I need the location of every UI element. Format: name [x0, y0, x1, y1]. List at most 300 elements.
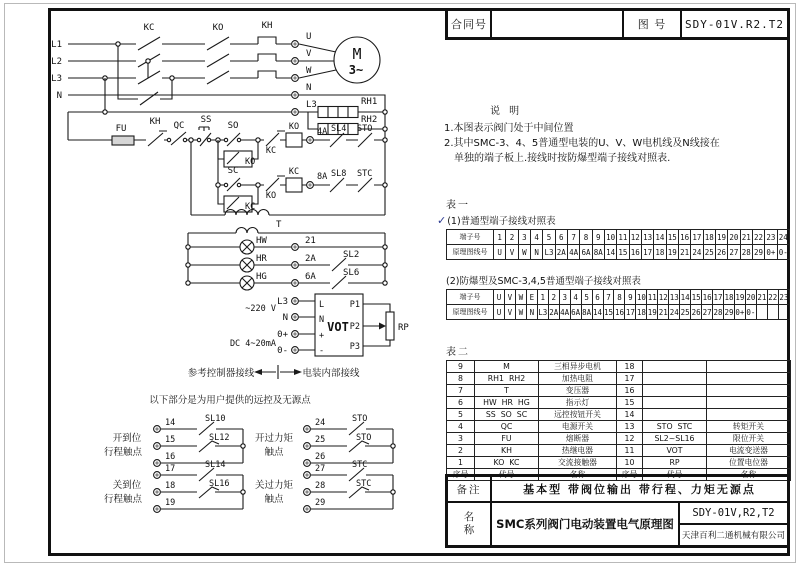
table-cell: 29	[724, 305, 735, 320]
table-cell: VOT	[643, 445, 707, 457]
kc-hold-label: KC	[245, 202, 256, 212]
ss-label: SS	[200, 115, 212, 125]
table-cell: RH1 RH2	[475, 373, 539, 385]
table-row	[447, 445, 791, 457]
normal-terminal-table	[446, 229, 790, 260]
ko-hold-label: KO	[245, 157, 256, 167]
table-row	[447, 457, 791, 469]
table-cell: M	[475, 361, 539, 373]
group2-sw2: STO	[356, 433, 372, 443]
table-cell: 18	[703, 230, 715, 245]
group4-term3: 29	[315, 498, 326, 508]
kh-heater-elements	[258, 37, 276, 78]
table-cell: 1	[447, 457, 475, 469]
terminal-2a: 2A	[305, 254, 316, 264]
transformer-primary	[191, 210, 385, 215]
table-cell: 18	[636, 305, 647, 320]
table-cell: 13	[641, 230, 653, 245]
group4-term2: 28	[315, 481, 326, 491]
table-row	[447, 421, 791, 433]
name-right-cells	[680, 503, 787, 545]
stc-contact	[358, 178, 372, 192]
table-cell: 26	[715, 245, 727, 260]
table-cell	[643, 397, 707, 409]
group4-term1: 27	[315, 464, 326, 474]
table-cell: 6	[592, 290, 603, 305]
table-cell: 15	[603, 305, 614, 320]
table-cell: W	[515, 290, 526, 305]
table-cell: 远控按钮开关	[539, 409, 617, 421]
contract-number-value	[492, 11, 624, 37]
boundary-right-label: 电装内部接线	[302, 368, 360, 379]
table-cell: 21	[740, 230, 752, 245]
transformer-secondary	[188, 228, 385, 234]
table-cell: 2	[506, 230, 518, 245]
motor-leads	[299, 44, 336, 78]
table-cell: 14	[592, 305, 603, 320]
table-cell: 19	[647, 305, 658, 320]
table-cell: U	[494, 245, 506, 260]
rh1-label: RH1	[361, 97, 378, 107]
table-cell: V	[506, 245, 518, 260]
table-cell: 16	[614, 305, 625, 320]
group4-sw1: STC	[352, 460, 368, 470]
group3-term1: 17	[165, 464, 176, 474]
fu-label: FU	[115, 124, 127, 134]
explosion-table-title: (2)防爆型及SMC-3,4,5普通型端子接线对照表	[446, 276, 641, 287]
table-cell: STO STC	[643, 421, 707, 433]
table-cell: 18	[617, 361, 643, 373]
group3-term3: 19	[165, 498, 176, 508]
boundary-arrow-right	[294, 369, 302, 375]
group2-term3: 26	[315, 452, 326, 462]
group3-label2: 行程触点	[103, 494, 143, 505]
table-cell: 18	[724, 290, 735, 305]
qc-label: QC	[173, 121, 185, 131]
group4-label1: 关过力矩	[254, 480, 294, 491]
table-cell: E	[526, 290, 537, 305]
table-cell: 22	[752, 230, 764, 245]
table-cell	[707, 409, 791, 421]
table-cell: 转矩开关	[707, 421, 791, 433]
table-cell: 16	[617, 385, 643, 397]
table-cell: 25	[703, 245, 715, 260]
group1-sw2: SL12	[209, 433, 230, 443]
group2-term2: 25	[315, 435, 326, 445]
table-cell: 序号	[447, 469, 475, 481]
group1-term3: 16	[165, 452, 176, 462]
rp-label: RP	[398, 323, 409, 333]
table-cell: 三相异步电机	[539, 361, 617, 373]
heater-section	[68, 78, 387, 215]
kc-coil	[286, 178, 302, 192]
check-mark: ✓	[437, 214, 447, 227]
table-cell: 27	[702, 305, 713, 320]
table-cell: 17	[625, 305, 636, 320]
table-cell: V	[504, 290, 515, 305]
table-cell: 名称	[539, 469, 617, 481]
company-name: 天津百利二通机械有限公司	[681, 531, 786, 541]
table-cell: 熔断器	[539, 433, 617, 445]
kc-interlock-label: KC	[265, 146, 277, 156]
table-cell: 8	[614, 290, 625, 305]
table-cell	[707, 361, 791, 373]
table-cell: 19	[715, 230, 727, 245]
table-cell: 原理图线号	[447, 305, 494, 320]
table-cell: 26	[691, 305, 702, 320]
remark-row	[448, 477, 787, 503]
table-cell: 27	[728, 245, 740, 260]
table-cell: SL2~SL16	[643, 433, 707, 445]
table-cell: 13	[617, 421, 643, 433]
table-cell	[643, 385, 707, 397]
group1-term2: 15	[165, 435, 176, 445]
table-cell: 4	[530, 230, 542, 245]
group1-sw1: SL10	[205, 414, 226, 424]
group2-term1: 24	[315, 418, 326, 428]
drawing-number-label: 图 号	[624, 11, 682, 37]
phase-label-l2: L2	[51, 57, 62, 67]
table-cell: 11	[617, 445, 643, 457]
table-cell: 12	[629, 230, 641, 245]
kc-label: KC	[143, 23, 155, 33]
ac-supply-label: ~220 V	[245, 304, 276, 314]
table-row	[447, 433, 791, 445]
kc-coil-label: KC	[288, 167, 300, 177]
table-cell: U	[494, 305, 505, 320]
group1-term1: 14	[165, 418, 176, 428]
table-cell: 14	[654, 230, 666, 245]
table-cell: 12	[617, 433, 643, 445]
hr-lamp-label: HR	[256, 254, 267, 264]
table-cell: 6A	[570, 305, 581, 320]
table-cell: QC	[475, 421, 539, 433]
table-cell: 10	[636, 290, 647, 305]
name-text: SMC系列阀门电动装置电气原理图	[492, 503, 680, 545]
remark-text: 基本型 带阀位输出 带行程、力矩无源点	[523, 483, 756, 496]
remark-label: 备注	[448, 477, 492, 501]
table-cell: 7	[447, 385, 475, 397]
fu-fuse	[112, 136, 134, 145]
table-cell: 6	[555, 230, 567, 245]
table-cell: 22	[767, 290, 778, 305]
name-label-text: 名称	[463, 511, 475, 536]
sto-label: STO	[357, 124, 373, 134]
normal-table-title	[437, 213, 790, 227]
footer-block	[445, 474, 790, 548]
notes-heading: 说 明	[490, 106, 523, 117]
table-cell: 7	[603, 290, 614, 305]
table-cell: U	[494, 290, 505, 305]
motor-terminal-v: V	[306, 49, 312, 59]
table-cell: 名称	[707, 469, 791, 481]
kh-label: KH	[261, 21, 273, 31]
terminal-4a: 4A	[317, 127, 328, 137]
dc-signal-label: DC 4~20mA	[229, 339, 276, 349]
transformer-lamp-section	[186, 210, 387, 290]
table-cell: 2A	[555, 245, 567, 260]
component-table-block	[446, 343, 790, 481]
table-cell: L3	[543, 245, 555, 260]
table-cell: 2	[548, 290, 559, 305]
note-line-2: 2.其中SMC-3、4、5普通型电装的U、V、W电机线及N线接在	[444, 138, 720, 149]
rh2-label: RH2	[361, 115, 378, 125]
ko-coil	[286, 133, 302, 147]
table-cell: 8	[580, 230, 592, 245]
table-cell: 23	[765, 230, 777, 245]
table-cell: 11	[617, 230, 629, 245]
table-cell: 14	[604, 245, 616, 260]
table-cell: 3	[518, 230, 530, 245]
table-cell: 8A	[592, 245, 604, 260]
table-cell: 15	[617, 397, 643, 409]
name-row	[448, 503, 787, 545]
group4-label2: 触点	[264, 494, 284, 505]
ss-stop-button	[199, 127, 211, 146]
passive-section	[104, 394, 395, 512]
table-cell: 29	[752, 245, 764, 260]
group3-sw2: SL16	[209, 479, 230, 489]
table-cell: 17	[691, 230, 703, 245]
vot-terminal-n: N	[282, 313, 288, 323]
sl8-contact	[330, 178, 344, 192]
table-cell: 8A	[581, 305, 592, 320]
table-cell: 端子号	[447, 230, 494, 245]
table-cell: 序号	[617, 469, 643, 481]
table-cell: 24	[669, 305, 680, 320]
table-cell: 4A	[567, 245, 579, 260]
table-cell: KH	[475, 445, 539, 457]
boundary-line	[262, 365, 294, 379]
contract-number-label: 合同号	[448, 11, 492, 37]
sc-label: SC	[227, 166, 239, 176]
table-cell	[643, 361, 707, 373]
table-cell: L3	[537, 305, 548, 320]
terminal-21: 21	[305, 236, 316, 246]
table-cell: 0-	[745, 305, 756, 320]
note-line-1: 1.本图表示阀门处于中间位置	[444, 123, 574, 134]
table-cell: 19	[666, 245, 678, 260]
table-cell: 端子号	[447, 290, 494, 305]
table-cell: 电源开关	[539, 421, 617, 433]
table-cell: 2	[447, 445, 475, 457]
title-block	[445, 8, 790, 40]
sl4-contact	[330, 133, 344, 147]
group3-label1: 关到位	[112, 480, 142, 491]
notes-section	[444, 104, 790, 166]
table-row	[447, 290, 790, 305]
table-cell: 限位开关	[707, 433, 791, 445]
boundary-left-label: 参考控制器接线	[187, 368, 255, 379]
table-cell: W	[518, 245, 530, 260]
table-cell: 8	[447, 373, 475, 385]
passive-title: 以下部分是为用户提供的远控及无源点	[149, 395, 311, 406]
table-cell: 3	[447, 433, 475, 445]
terminal-tables	[437, 196, 790, 320]
table-cell	[643, 373, 707, 385]
table-cell: N	[530, 245, 542, 260]
phase-label-n: N	[56, 91, 62, 101]
table-cell: 15	[691, 290, 702, 305]
table-cell	[707, 397, 791, 409]
table-cell: 0+	[734, 305, 745, 320]
table-cell	[778, 305, 789, 320]
table-cell: 4	[447, 421, 475, 433]
wiper-arrow	[379, 323, 386, 330]
vot-in-minus: -	[319, 346, 325, 356]
table-cell: 10	[617, 457, 643, 469]
table-cell: 23	[778, 290, 789, 305]
table-cell	[707, 373, 791, 385]
sl4-label: SL4	[331, 124, 347, 134]
table-cell: 17	[617, 373, 643, 385]
table-cell: 1	[537, 290, 548, 305]
heater-feed-label: L3	[306, 100, 317, 110]
terminal-8a: 8A	[317, 172, 328, 182]
table-cell: 9	[592, 230, 604, 245]
stc-label: STC	[357, 169, 373, 179]
normal-table-title-text: (1)普通型端子接线对照表	[447, 216, 556, 227]
table-cell: V	[504, 305, 515, 320]
vot-terminal-0m: 0-	[277, 346, 288, 356]
motor-terminal-n: N	[306, 83, 312, 93]
sl6-label: SL6	[343, 268, 360, 278]
table-row	[447, 385, 791, 397]
table-cell: 4	[570, 290, 581, 305]
phase-label-l3: L3	[51, 74, 62, 84]
ko-label: KO	[212, 23, 224, 33]
table-cell: 13	[669, 290, 680, 305]
table-cell: FU	[475, 433, 539, 445]
table-cell: 24	[691, 245, 703, 260]
table-cell: 代号	[643, 469, 707, 481]
table-cell: 9	[447, 361, 475, 373]
table-cell: 14	[617, 409, 643, 421]
table-cell: SS SO SC	[475, 409, 539, 421]
table-cell: 16	[629, 245, 641, 260]
motor-terminal-u: U	[306, 32, 312, 42]
component-table	[446, 360, 791, 481]
vot-in-n: N	[319, 315, 325, 325]
table-cell: 5	[447, 409, 475, 421]
kh-contact-label: KH	[149, 117, 161, 127]
lamp-wires	[188, 233, 385, 289]
table-cell: 10	[604, 230, 616, 245]
table-cell: 变压器	[539, 385, 617, 397]
hg-lamp-label: HG	[256, 272, 267, 282]
table-cell: 7	[567, 230, 579, 245]
table-cell: 11	[647, 290, 658, 305]
terminal-6a: 6A	[305, 272, 316, 282]
control-section	[68, 115, 387, 215]
table-cell: 21	[678, 245, 690, 260]
table-cell: 20	[728, 230, 740, 245]
table-cell: 5	[581, 290, 592, 305]
table-cell: 15	[617, 245, 629, 260]
motor-symbol: M	[352, 45, 362, 63]
table-cell: 原理图线号	[447, 245, 494, 260]
table-cell	[767, 305, 778, 320]
vot-section	[188, 294, 410, 379]
note-line-3: 单独的端子板上.接线时按防爆型端子接线对照表.	[454, 153, 671, 164]
table-cell: 19	[734, 290, 745, 305]
table-cell: 加热电阻	[539, 373, 617, 385]
vot-in-plus: +	[319, 331, 325, 341]
vot-in-l: L	[319, 300, 325, 310]
table-cell: 17	[641, 245, 653, 260]
table-cell: 20	[745, 290, 756, 305]
motor-phase: 3~	[348, 63, 364, 77]
table-cell: 0+	[765, 245, 777, 260]
explosion-terminal-table	[446, 289, 790, 320]
table-cell: 4A	[559, 305, 570, 320]
drawing-number-value: SDY-01V.R2.T2	[684, 17, 785, 31]
table-cell: T	[475, 385, 539, 397]
table-cell: 2A	[548, 305, 559, 320]
rp-potentiometer	[386, 312, 394, 340]
table-cell: 12	[658, 290, 669, 305]
table-cell	[643, 409, 707, 421]
table-cell	[707, 385, 791, 397]
vot-terminal-0p: 0+	[277, 330, 288, 340]
group1-label2: 行程触点	[103, 447, 143, 458]
table-cell: 14	[680, 290, 691, 305]
hw-lamp-label: HW	[256, 236, 267, 246]
table-cell: 21	[658, 305, 669, 320]
table-row	[447, 397, 791, 409]
vot-p2: P2	[349, 322, 360, 332]
table-cell: 0-	[777, 245, 789, 260]
group3-sw1: SL14	[205, 460, 226, 470]
ko-coil-label: KO	[288, 122, 300, 132]
table-cell: 1	[494, 230, 506, 245]
table-cell: 6	[447, 397, 475, 409]
table-row	[447, 245, 790, 260]
sl2-label: SL2	[343, 250, 360, 260]
sl8-label: SL8	[331, 169, 347, 179]
ko-contacts	[207, 37, 229, 84]
table-cell: 代号	[475, 469, 539, 481]
kh-nc-contact	[148, 131, 167, 146]
table-cell	[756, 305, 767, 320]
table-cell: 18	[654, 245, 666, 260]
table-cell: 17	[713, 290, 724, 305]
footer-drawing-number: SDY-01V,R2,T2	[680, 503, 787, 525]
table-one-caption: 表一	[446, 200, 470, 211]
table-two-caption: 表二	[446, 347, 470, 358]
table-cell: 28	[740, 245, 752, 260]
ko-interlock-label: KO	[265, 191, 277, 201]
table-row	[447, 230, 790, 245]
transformer-label: T	[276, 220, 282, 230]
table-cell: 交流接触器	[539, 457, 617, 469]
table-cell: 15	[666, 230, 678, 245]
table-cell: 9	[625, 290, 636, 305]
table-row	[447, 409, 791, 421]
table-row	[447, 305, 790, 320]
table-cell: 5	[543, 230, 555, 245]
group2-label1: 开过力矩	[254, 433, 294, 444]
sto-contact	[358, 133, 372, 147]
table-cell: RP	[643, 457, 707, 469]
ko-interlock-contact	[266, 176, 285, 191]
table-cell: 16	[678, 230, 690, 245]
boundary-arrow-left	[254, 369, 262, 375]
name-label	[448, 503, 492, 545]
table-cell: N	[526, 305, 537, 320]
power-section	[51, 21, 380, 105]
table-cell: 21	[756, 290, 767, 305]
